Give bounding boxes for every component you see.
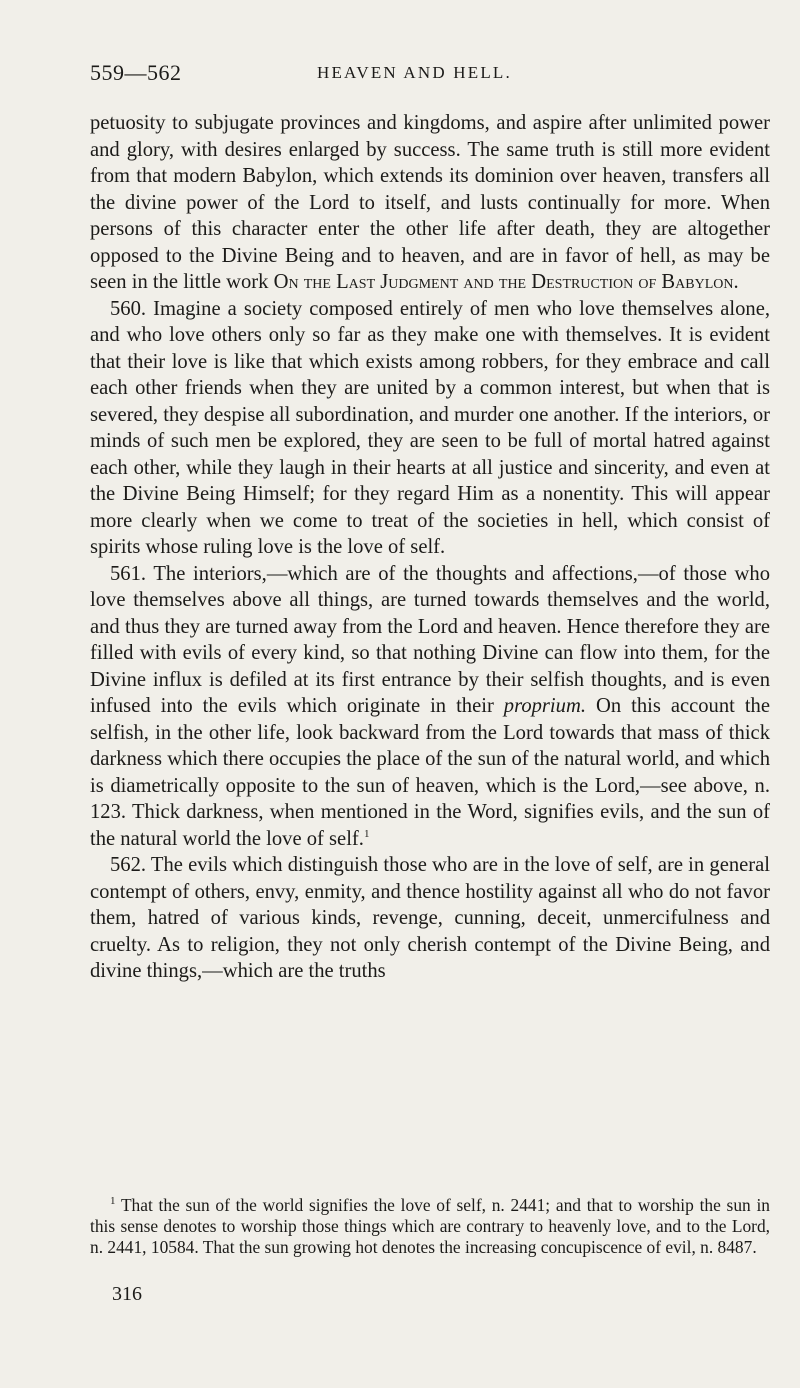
page-number: 316 (112, 1283, 142, 1305)
running-head (90, 60, 720, 90)
paragraph-text: petuosity to subjugate provinces and kingdoms, and aspire after unlimited power and glory, with desires enlarged by success. The same truth is still more evident from that modern Babylon, which extends its dominion over heaven, transfers all the divine power of the Lord to itself, and lusts continually for more. When persons of this character enter the other life after death, they are altogether opposed to the Divine Being and to heaven, and are in favor of hell, as may be seen in the little work (90, 112, 770, 293)
paragraph-560 (90, 296, 770, 561)
footnote-reference: 1 (363, 827, 370, 840)
work-title: On the Last Judgment and the Destruction of Babylon. (273, 271, 739, 293)
paragraph-562 (90, 852, 770, 985)
section-range: 559—562 (90, 60, 182, 85)
body-text (90, 110, 770, 985)
paragraph-continuation (90, 110, 770, 296)
footnotes (90, 1195, 770, 1258)
footnote-text: That the sun of the world signifies the love of self, n. 2441; and that to worship the sun in this sense denotes to worship those things which are contrary to heavenly love, and to the Lord, n. 2441, 10584. That the sun growing hot denotes the increasing concupiscence of evil, n. 8487. (90, 1195, 770, 1257)
footnote-mark: 1 (110, 1195, 116, 1208)
footnote (90, 1195, 770, 1258)
paragraph-text: On this account the selfish, in the other life, look backward from the Lord towards that mass of thick darkness which there occupies the place of the sun of the natural world, and which is diametrically opposite to the sun of heaven, which is the Lord,—see above, n. 123. Thick darkness, when mentioned in the Word, signifies evils, and the sun of the natural world the love of self. (90, 695, 770, 850)
paragraph-text: 561. The interiors,—which are of the thoughts and affections,—of those who love themselves above all things, are turned towards themselves and the world, and thus they are turned away from the Lord and heaven. Hence therefore they are filled with evils of every kind, so that nothing Divine can flow into them, for the Divine influx is defiled at its first entrance by their selfish thoughts, and is even infused into the evils which originate in their (90, 562, 770, 717)
paragraph-text: 560. Imagine a society composed entirely of men who love themselves alone, and who love others only so far as they make one with themselves. It is evident that their love is like that which exists among robbers, for they embrace and call each other friends when they are united by a common interest, but when that is severed, they despise all subordination, and murder one another. If the interiors, or minds of such men be explored, they are seen to be full of mortal hatred against each other, while they laugh in their hearts at all justice and sincerity, and even at the Divine Being Himself; for they regard Him as a nonentity. This will appear more clearly when we come to treat of the societies in hell, which consist of spirits whose ruling love is the love of self. (90, 297, 770, 558)
running-head-title: HEAVEN AND HELL. (317, 63, 512, 82)
italic-term: proprium. (503, 695, 586, 717)
paragraph-561 (90, 561, 770, 853)
paragraph-text: 562. The evils which distinguish those who are in the love of self, are in general contempt of others, envy, enmity, and thence hostility against all who do not favor them, hatred of various kinds, revenge, cunning, deceit, unmercifulness and cruelty. As to religion, they not only cherish contempt of the Divine Being, and divine things,—which are the truths (90, 854, 770, 982)
